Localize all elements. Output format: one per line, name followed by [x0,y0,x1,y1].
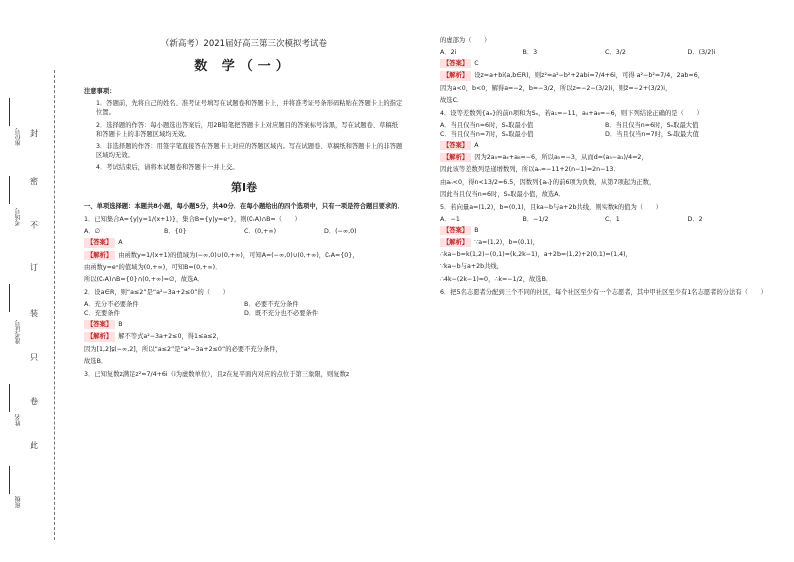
binding-char: 封 [30,129,38,138]
option: C．(0,+∞) [244,228,277,236]
option: A．2i [440,49,457,57]
binding-field-line [9,466,10,494]
option: A．∅ [84,228,101,236]
question-3: 3．已知复数z满足z²=7/4+6i（i为虚数单位），且z在复平面内对应的点位于第三象限，则复数z [84,370,350,378]
option: B．−1/2 [522,215,549,223]
analysis-line: 因为a<0，b<0，解得a=−2，b=−3/2，所以z=−2−(3/2)i，则z̄=−2+(3/2)i， [440,84,672,92]
section-heading: 第Ⅰ卷 [230,181,258,195]
answer-tag: 【答案】 [84,238,115,247]
question-2-options [84,300,404,309]
analysis-line: 设z=a+bi(a,b∈R)，则z²=a²−b²+2abi=7/4+6i，可得 a²−b²=7/4，2ab=6， [474,72,705,80]
binding-margin [0,0,62,562]
analysis-1 [84,251,404,260]
answer-value: A [118,239,123,247]
answer-value: B [474,227,479,234]
option: D．当且仅当n=7时，Sₙ取最大值 [605,131,699,138]
analysis-tag: 【解析】 [84,332,115,341]
analysis-line: 由函数y=eˣ的值域为(0,+∞)，可知B=(0,+∞)． [84,263,222,271]
answer-tag: 【答案】 [440,141,471,150]
question-5: 5．若向量a=(1,2)，b=(0,1)，且ka−b与a+2b共线，则实数k的值为（ ） [440,203,662,211]
answer-3 [440,59,770,68]
binding-char: 密 [30,177,38,186]
question-4-options [440,130,770,139]
option: B．3 [522,49,538,57]
question-1-options [84,227,404,236]
part-heading: 一、单项选择题：本题共8小题，每小题5分，共40分．在每小题给出的四个选项中，只有一项是符合题目要求的． [84,203,404,211]
notice-item: 3．非选择题的作答：用签字笔直接答在答题卡上对应的答题区域内。写在试题卷、草稿纸和答题卡上的非答题区域均无效。 [96,142,403,159]
question-3-continued: 的虚部为（ ） [440,37,491,44]
analysis-3 [440,71,770,80]
answer-2 [84,320,404,329]
exam-title: （新高考）2021届好高三第三次模拟考试卷 [160,39,328,49]
analysis-line: 因此该等差数列是递增数列，所以aₙ=−11+2(n−1)=2n−13． [440,166,620,174]
option: A．当且仅当n=6时，Sₙ取最小值 [440,121,534,129]
option: D．2 [687,215,703,223]
analysis-line: 故选C． [440,96,464,104]
answer-value: C [474,60,479,68]
binding-char: 卷 [30,397,38,406]
analysis-tag: 【解析】 [84,251,115,260]
answer-tag: 【答案】 [440,226,471,235]
binding-field-ticket: 准考证号 [15,320,22,344]
analysis-4 [440,153,770,162]
answer-value: A [474,142,479,150]
option: D．(−∞,0) [324,228,357,236]
analysis-tag: 【解析】 [440,71,471,80]
binding-char: 装 [30,309,38,318]
analysis-tag: 【解析】 [440,238,471,247]
analysis-line: 因此当且仅当n=6时，Sₙ取最小值，故选A． [440,190,565,198]
binding-field-line [9,98,10,126]
answer-value: B [118,321,123,329]
binding-dashed-line [54,70,55,540]
right-column [440,0,770,300]
option: C．充要条件 [84,310,120,318]
analysis-line: 因为2a₅=a₄+a₆=−6，所以a₅=−3，从而d=(a₅−a₁)/4=2， [474,154,648,162]
question-5-options [440,215,770,224]
answer-5 [440,226,770,235]
notice-item: 4．考试结束后，请将本试题卷和答题卡一并上交。 [96,164,239,172]
analysis-tag: 【解析】 [440,153,471,162]
binding-char: 订 [30,263,38,272]
question-2-options [84,309,404,318]
binding-field-seat: 座位号 [15,128,22,146]
notice-item: 2．选择题的作答：每小题选出答案后，用2B铅笔把答题卡上对应题目的答案标号涂黑，写在试题卷、草稿纸和答题卡上的非答题区域均无效。 [96,121,398,138]
analysis-line: ∵a=(1,2)，b=(0,1)， [474,239,540,247]
binding-field-name: 姓名 [15,414,22,426]
binding-char: 只 [30,353,38,362]
answer-tag: 【答案】 [440,59,471,68]
question-3-options [440,48,770,57]
analysis-line: 解不等式a²−3a+2≤0，得1≤a≤2， [118,333,223,341]
option: A．−1 [440,215,460,223]
question-4: 4．设等差数列{aₙ}的前n项和为Sₙ，若a₁=−11，a₄+a₆=−6，则下列结论正确的是（ ） [440,109,703,117]
option: A．充分不必要条件 [84,301,139,309]
analysis-2 [84,332,404,341]
analysis-line: 所以(∁ᵣA)∩B={0}∩(0,+∞)=∅，故选A． [84,275,204,283]
option: C．1 [605,215,620,223]
binding-field-line [9,176,10,204]
question-4-options [440,121,770,130]
option: B．必要不充分条件 [244,301,299,309]
binding-field-room: 考场号 [15,208,22,226]
analysis-line: ∴ka−b=k(1,2)−(0,1)=(k,2k−1)，a+2b=(1,2)+2(0,1)=(1,4)， [440,251,632,259]
option: B．{0} [164,228,187,236]
binding-field-class: 班级 [15,496,22,508]
notice-item: 1．答题前，先将自己的姓名、准考证号填写在试题卷和答题卡上，并将准考证号条形码粘贴在答题卡上的指定位置。 [96,100,403,117]
option: B．当且仅当n=6时，Sₙ取最大值 [605,121,699,129]
answer-1 [84,238,404,247]
option: D．(3/2)i [687,49,716,57]
analysis-line: 故选B． [84,357,108,365]
question-6: 6．把5名志愿者分配到三个不同的社区，每个社区至少有一个志愿者，其中甲社区至少有1名志愿者的分法有（ ） [440,288,767,296]
analysis-line: 由函数y=1/(x+1)的值域为(−∞,0)∪(0,+∞)，可知A=(−∞,0)∪(0,+∞)，∁ᵣA={0}， [118,251,359,259]
analysis-line: 因为[1,2]⫋(−∞,2]，所以“a≤2”是“a²−3a+2≤0”的必要不充分条件， [84,345,282,353]
question-1: 1．已知集合A={y|y=1/(x+1)}，集合B={y|y=eˣ}，则(∁ᵣA)∩B=（ ） [84,216,301,224]
option: C．3/2 [605,49,626,57]
answer-tag: 【答案】 [84,320,115,329]
exam-subtitle: 数 学（一） [194,59,294,75]
binding-field-line [9,384,10,412]
question-2: 2．设a∈R，则“a≤2”是“a²−3a+2≤0”的（ ） [84,288,229,296]
answer-4 [440,141,770,150]
left-column [84,0,404,382]
analysis-line: ∴4k−(2k−1)=0，∴k=−1/2，故选B． [440,275,553,283]
notice-heading: 注意事项： [84,88,116,96]
binding-char: 不 [30,221,38,230]
analysis-5 [440,238,770,247]
analysis-line: 由aₙ<0，得n<13/2=6.5，因数列{aₙ}的前6项为负数，从第7项起为正数， [440,178,656,186]
binding-field-line [9,284,10,312]
option: C．当且仅当n=7时，Sₙ取最小值 [440,131,534,138]
analysis-line: ∵ka−b与a+2b共线， [440,263,503,271]
option: D．既不充分也不必要条件 [244,310,319,318]
binding-char: 此 [30,441,38,450]
